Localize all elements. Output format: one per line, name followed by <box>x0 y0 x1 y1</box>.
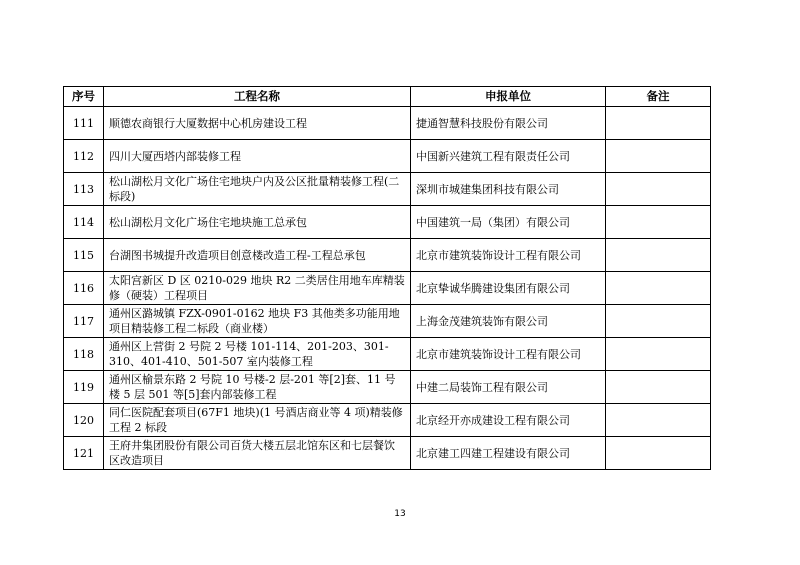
project-list-sheet <box>63 86 711 470</box>
cell-project: 太阳宫新区 D 区 0210-029 地块 R2 二类居住用地车库精装修（硬装）工程项目 <box>104 272 411 305</box>
cell-project: 通州区潞城镇 FZX-0901-0162 地块 F3 其他类多功能用地项目精装修工程二标段（商业楼） <box>104 305 411 338</box>
cell-serial: 115 <box>64 239 104 272</box>
header-serial: 序号 <box>64 87 104 107</box>
cell-project: 台湖图书城提升改造项目创意楼改造工程-工程总承包 <box>104 239 411 272</box>
table-row <box>64 173 711 206</box>
cell-project: 王府井集团股份有限公司百货大楼五层北馆东区和七层餐饮区改造项目 <box>104 437 411 470</box>
cell-project: 同仁医院配套项目(67F1 地块)(1 号酒店商业等 4 项)精装修工程 2 标段 <box>104 404 411 437</box>
cell-unit: 中建二局装饰工程有限公司 <box>411 371 606 404</box>
cell-project: 通州区榆景东路 2 号院 10 号楼-2 层-201 等[2]套、11 号楼 5 层 501 等[5]套内部装修工程 <box>104 371 411 404</box>
table-row <box>64 371 711 404</box>
cell-serial: 120 <box>64 404 104 437</box>
page-number: 13 <box>394 509 406 519</box>
cell-unit: 上海金茂建筑装饰有限公司 <box>411 305 606 338</box>
header-note: 备注 <box>606 87 711 107</box>
cell-unit: 中国新兴建筑工程有限责任公司 <box>411 140 606 173</box>
table-row <box>64 107 711 140</box>
table-row <box>64 239 711 272</box>
table-row <box>64 338 711 371</box>
cell-unit: 北京建工四建工程建设有限公司 <box>411 437 606 470</box>
table-row <box>64 140 711 173</box>
cell-project: 四川大厦西塔内部装修工程 <box>104 140 411 173</box>
cell-note <box>606 107 711 140</box>
cell-note <box>606 338 711 371</box>
cell-project: 松山湖松月文化广场住宅地块户内及公区批量精装修工程(二标段) <box>104 173 411 206</box>
cell-serial: 121 <box>64 437 104 470</box>
cell-project: 通州区上营街 2 号院 2 号楼 101-114、201-203、301-310、401-410、501-507 室内装修工程 <box>104 338 411 371</box>
cell-note <box>606 206 711 239</box>
table-header-row <box>64 87 711 107</box>
cell-note <box>606 371 711 404</box>
cell-note <box>606 140 711 173</box>
table-row <box>64 305 711 338</box>
cell-serial: 116 <box>64 272 104 305</box>
cell-unit: 北京市建筑装饰设计工程有限公司 <box>411 338 606 371</box>
table-row <box>64 272 711 305</box>
cell-serial: 118 <box>64 338 104 371</box>
cell-note <box>606 305 711 338</box>
project-table <box>63 86 711 470</box>
cell-note <box>606 173 711 206</box>
cell-unit: 深圳市城建集团科技有限公司 <box>411 173 606 206</box>
cell-unit: 捷通智慧科技股份有限公司 <box>411 107 606 140</box>
cell-serial: 119 <box>64 371 104 404</box>
cell-note <box>606 239 711 272</box>
cell-project: 顺德农商银行大厦数据中心机房建设工程 <box>104 107 411 140</box>
cell-note <box>606 437 711 470</box>
cell-unit: 北京市建筑装饰设计工程有限公司 <box>411 239 606 272</box>
table-row <box>64 437 711 470</box>
cell-serial: 112 <box>64 140 104 173</box>
cell-unit: 北京挚诚华腾建设集团有限公司 <box>411 272 606 305</box>
cell-serial: 114 <box>64 206 104 239</box>
header-project-name: 工程名称 <box>104 87 411 107</box>
cell-serial: 113 <box>64 173 104 206</box>
cell-unit: 北京经开亦成建设工程有限公司 <box>411 404 606 437</box>
cell-project: 松山湖松月文化广场住宅地块施工总承包 <box>104 206 411 239</box>
table-row <box>64 206 711 239</box>
cell-note <box>606 404 711 437</box>
cell-note <box>606 272 711 305</box>
cell-serial: 117 <box>64 305 104 338</box>
header-applicant-unit: 申报单位 <box>411 87 606 107</box>
cell-unit: 中国建筑一局（集团）有限公司 <box>411 206 606 239</box>
table-row <box>64 404 711 437</box>
cell-serial: 111 <box>64 107 104 140</box>
